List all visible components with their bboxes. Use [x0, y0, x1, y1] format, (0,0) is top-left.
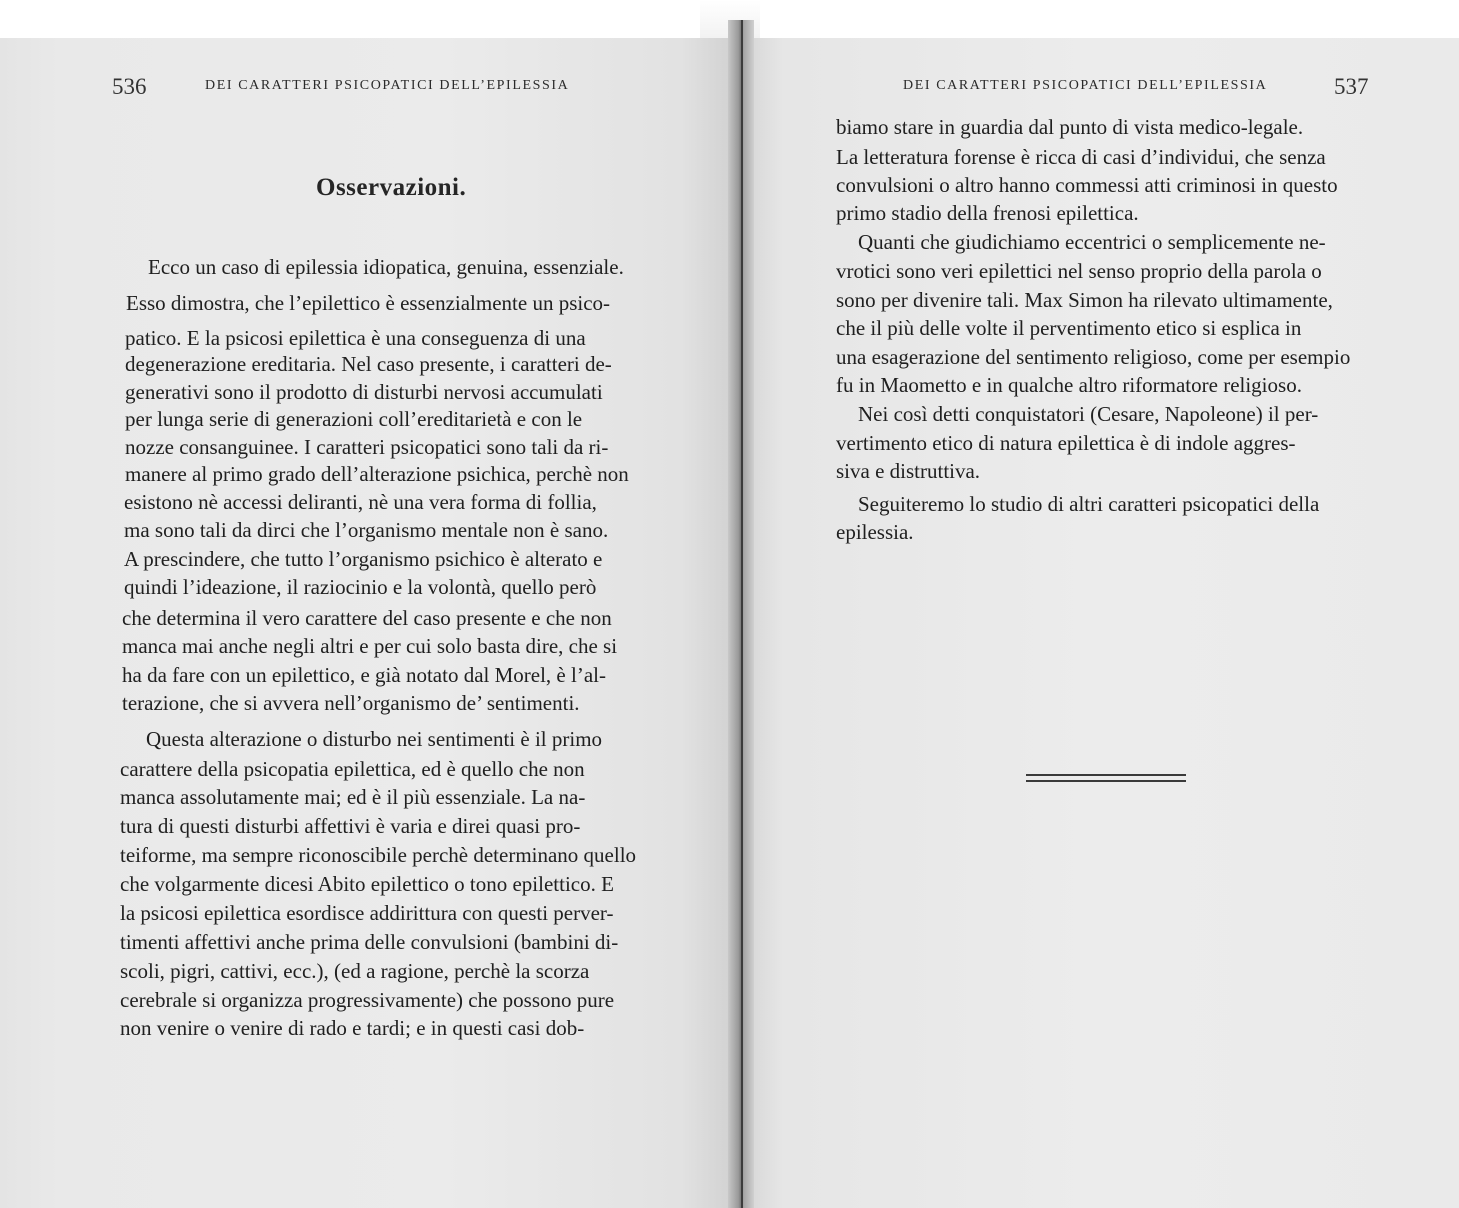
text-line: Seguiteremo lo studio di altri caratteri psicopatici della	[858, 492, 1320, 516]
text-line: fu in Maometto e in qualche altro riformatore religioso.	[836, 373, 1302, 397]
text-line: quindi l’ideazione, il raziocinio e la volontà, quello però	[124, 575, 597, 599]
text-line: una esagerazione del sentimento religioso, come per esempio	[836, 345, 1351, 369]
text-line: Questa alterazione o disturbo nei sentimenti è il primo	[146, 727, 603, 751]
right-page	[740, 0, 1459, 1208]
text-line: La letteratura forense è ricca di casi d’individui, che senza	[836, 145, 1326, 169]
text-line: carattere della psicopatia epilettica, ed è quello che non	[120, 757, 585, 781]
text-line: convulsioni o altro hanno commessi atti criminosi in questo	[836, 173, 1338, 197]
text-line: sono per divenire tali. Max Simon ha rilevato ultimamente,	[836, 288, 1333, 312]
text-line: teiforme, ma sempre riconoscibile perchè determinano quello	[120, 843, 637, 867]
text-line: manca assolutamente mai; ed è il più essenziale. La na-	[120, 785, 586, 809]
section-title: Osservazioni.	[316, 174, 467, 201]
end-rule	[1026, 780, 1186, 782]
text-line: nozze consanguinee. I caratteri psicopatici sono tali da ri-	[125, 435, 609, 459]
text-line: patico. E la psicosi epilettica è una conseguenza di una	[125, 326, 586, 350]
text-line: manca mai anche negli altri e per cui solo basta dire, che si	[122, 634, 618, 658]
text-line: esistono nè accessi deliranti, nè una vera forma di follia,	[124, 490, 597, 514]
text-line: terazione, che si avvera nell’organismo de’ sentimenti.	[122, 691, 580, 715]
text-line: biamo stare in guardia dal punto di vista medico-legale.	[836, 115, 1304, 139]
running-head: DEI CARATTERI PSICOPATICI DELL’EPILESSIA	[205, 78, 570, 93]
page-number: 536	[112, 74, 147, 99]
text-line: manere al primo grado dell’alterazione psichica, perchè non	[125, 462, 629, 486]
text-line: Quanti che giudichiamo eccentrici o semplicemente ne-	[858, 230, 1326, 254]
text-line: Nei così detti conquistatori (Cesare, Napoleone) il per-	[858, 402, 1319, 426]
text-line: che volgarmente dicesi Abito epilettico o tono epilettico. E	[120, 872, 614, 896]
text-line: degenerazione ereditaria. Nel caso presente, i caratteri de-	[125, 352, 612, 376]
text-line: epilessia.	[836, 520, 914, 544]
text-line: che il più delle volte il perventimento etico si esplica in	[836, 316, 1302, 340]
text-line: tura di questi disturbi affettivi è varia e direi quasi pro-	[120, 814, 581, 838]
text-line: vrotici sono veri epilettici nel senso proprio della parola o	[836, 259, 1322, 283]
text-line: Ecco un caso di epilessia idiopatica, genuina, essenziale.	[148, 255, 624, 279]
text-line: timenti affettivi anche prima delle convulsioni (bambini di-	[120, 930, 619, 954]
text-line: A prescindere, che tutto l’organismo psichico è alterato e	[124, 547, 603, 571]
running-head: DEI CARATTERI PSICOPATICI DELL’EPILESSIA	[903, 78, 1268, 93]
text-line: primo stadio della frenosi epilettica.	[836, 201, 1139, 225]
text-line: ma sono tali da dirci che l’organismo mentale non è sano.	[124, 518, 609, 542]
text-line: scoli, pigri, cattivi, ecc.), (ed a ragione, perchè la scorza	[120, 959, 590, 983]
text-line: vertimento etico di natura epilettica è di indole aggres-	[836, 431, 1296, 455]
page-number: 537	[1334, 74, 1369, 99]
gutter-edge	[741, 20, 743, 1208]
text-line: Esso dimostra, che l’epilettico è essenzialmente un psico-	[126, 291, 611, 315]
text-line: la psicosi epilettica esordisce addirittura con questi perver-	[120, 901, 614, 925]
text-line: generativi sono il prodotto di disturbi nervosi accumulati	[125, 380, 603, 404]
text-line: non venire o venire di rado e tardi; e in questi casi dob-	[120, 1016, 585, 1040]
text-line: ha da fare con un epilettico, e già notato dal Morel, è l’al-	[122, 663, 606, 687]
text-line: per lunga serie di generazioni coll’ereditarietà e con le	[125, 407, 583, 431]
text-line: siva e distruttiva.	[836, 459, 981, 483]
text-line: che determina il vero carattere del caso presente e che non	[122, 606, 612, 630]
text-line: cerebrale si organizza progressivamente) che possono pure	[120, 988, 615, 1012]
end-rule	[1026, 774, 1186, 776]
